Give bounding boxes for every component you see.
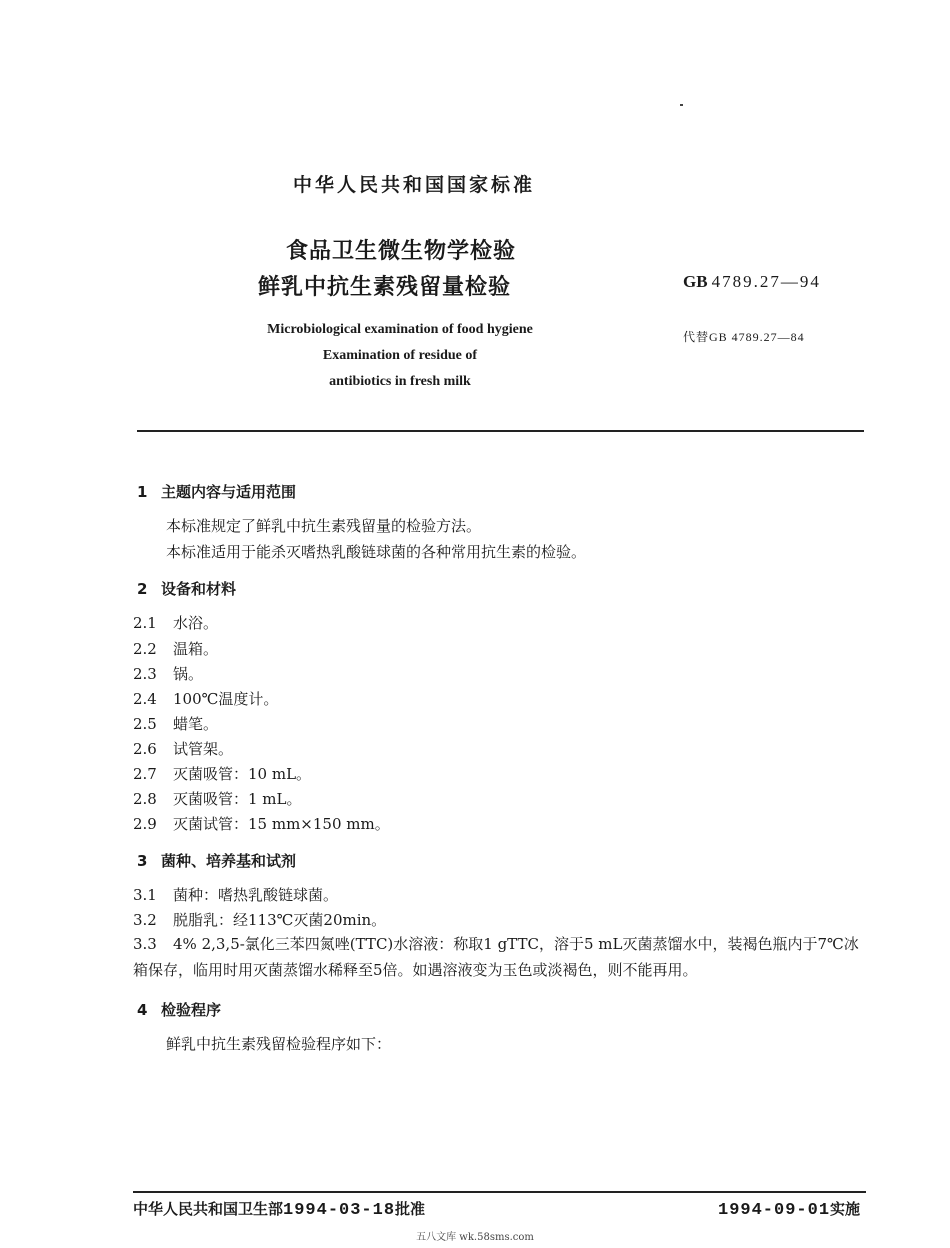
effective-line bbox=[718, 1198, 860, 1220]
item-number: 2.8 bbox=[133, 790, 157, 808]
item-number: 2.9 bbox=[133, 815, 157, 833]
item-number: 2.5 bbox=[133, 715, 157, 733]
title-en-line1: Microbiological examination of food hygiene bbox=[267, 322, 533, 337]
item-text: 水浴。 bbox=[173, 614, 219, 632]
item-number: 2.1 bbox=[133, 614, 157, 632]
item-text: 菌种：嗜热乳酸链球菌。 bbox=[173, 886, 339, 904]
item-text: 100℃温度计。 bbox=[173, 690, 279, 708]
item-text: 灭菌吸管：10 mL。 bbox=[173, 765, 312, 783]
section-title: 主题内容与适用范围 bbox=[161, 483, 297, 501]
item-text: 温箱。 bbox=[173, 640, 219, 658]
approving-authority: 中华人民共和国卫生部 bbox=[133, 1200, 284, 1218]
standard-number bbox=[683, 272, 821, 292]
title-en-line3: antibiotics in fresh milk bbox=[329, 374, 471, 389]
item-number: 2.3 bbox=[133, 665, 157, 683]
effective-date: 1994-09-01 bbox=[718, 1201, 831, 1220]
list-item bbox=[133, 931, 863, 983]
title-en-line2: Examination of residue of bbox=[322, 348, 478, 363]
title-cn-line2: 鲜乳中抗生素残留量检验 bbox=[258, 275, 512, 300]
item-text: 锅。 bbox=[173, 665, 204, 683]
item-text: 脱脂乳：经113℃灭菌20min。 bbox=[173, 911, 387, 929]
section-number: 1 bbox=[137, 483, 148, 501]
section-1-heading bbox=[137, 481, 296, 502]
section-3-heading bbox=[137, 850, 296, 871]
section-title: 设备和材料 bbox=[161, 580, 237, 598]
section-4-paragraph-1: 鲜乳中抗生素残留检验程序如下： bbox=[166, 1035, 392, 1053]
item-number: 3.3 bbox=[133, 935, 157, 953]
approval-line bbox=[133, 1198, 425, 1220]
approval-date: 1994-03-18 bbox=[283, 1201, 396, 1220]
standard-prefix: GB bbox=[683, 272, 708, 291]
list-item bbox=[133, 813, 390, 834]
item-number: 3.2 bbox=[133, 911, 157, 929]
replaces-standard: 代替GB 4789.27—84 bbox=[683, 330, 805, 344]
section-4-heading bbox=[137, 999, 221, 1020]
watermark: 五八文库 wk.58sms.com bbox=[416, 1232, 534, 1243]
list-item bbox=[133, 909, 386, 930]
item-text: 蜡笔。 bbox=[173, 715, 219, 733]
header-divider bbox=[137, 430, 864, 432]
section-2-heading bbox=[137, 578, 236, 599]
title-cn-line1: 食品卫生微生物学检验 bbox=[286, 239, 517, 264]
item-text: 灭菌试管：15 mm×150 mm。 bbox=[173, 815, 390, 833]
effective-suffix: 实施 bbox=[830, 1200, 861, 1218]
national-standard-heading: 中华人民共和国国家标准 bbox=[292, 174, 535, 196]
item-text: 灭菌吸管：1 mL。 bbox=[173, 790, 302, 808]
list-item bbox=[133, 713, 218, 734]
item-number: 2.4 bbox=[133, 690, 157, 708]
item-number: 2.7 bbox=[133, 765, 157, 783]
section-title: 菌种、培养基和试剂 bbox=[161, 852, 297, 870]
item-number: 2.2 bbox=[133, 640, 157, 658]
section-title: 检验程序 bbox=[161, 1001, 222, 1019]
item-text: 试管架。 bbox=[173, 740, 234, 758]
standard-code: 4789.27—94 bbox=[711, 272, 821, 291]
list-item bbox=[133, 788, 302, 809]
section-1-paragraph-1: 本标准规定了鲜乳中抗生素残留量的检验方法。 bbox=[166, 517, 482, 535]
section-number: 2 bbox=[137, 580, 148, 598]
item-number: 3.1 bbox=[133, 886, 157, 904]
approval-suffix: 批准 bbox=[395, 1200, 426, 1218]
section-number: 3 bbox=[137, 852, 148, 870]
list-item bbox=[133, 738, 233, 759]
item-number: 2.6 bbox=[133, 740, 157, 758]
item-text: 4% 2,3,5-氯化三苯四氮唑(TTC)水溶液：称取1 gTTC，溶于5 mL灭菌蒸馏水中，装褐色瓶内于7℃冰箱保存，临用时用灭菌蒸馏水稀释至5倍。如遇溶液变为玉色或淡褐色，则不能再用。 bbox=[133, 935, 859, 979]
list-item bbox=[133, 612, 218, 633]
scan-speck bbox=[680, 104, 683, 106]
footer-divider bbox=[133, 1191, 866, 1193]
list-item bbox=[133, 688, 278, 709]
list-item bbox=[133, 884, 338, 905]
list-item bbox=[133, 663, 203, 684]
section-1-paragraph-2: 本标准适用于能杀灭嗜热乳酸链球菌的各种常用抗生素的检验。 bbox=[166, 543, 587, 561]
section-number: 4 bbox=[137, 1001, 148, 1019]
list-item bbox=[133, 638, 218, 659]
list-item bbox=[133, 763, 311, 784]
